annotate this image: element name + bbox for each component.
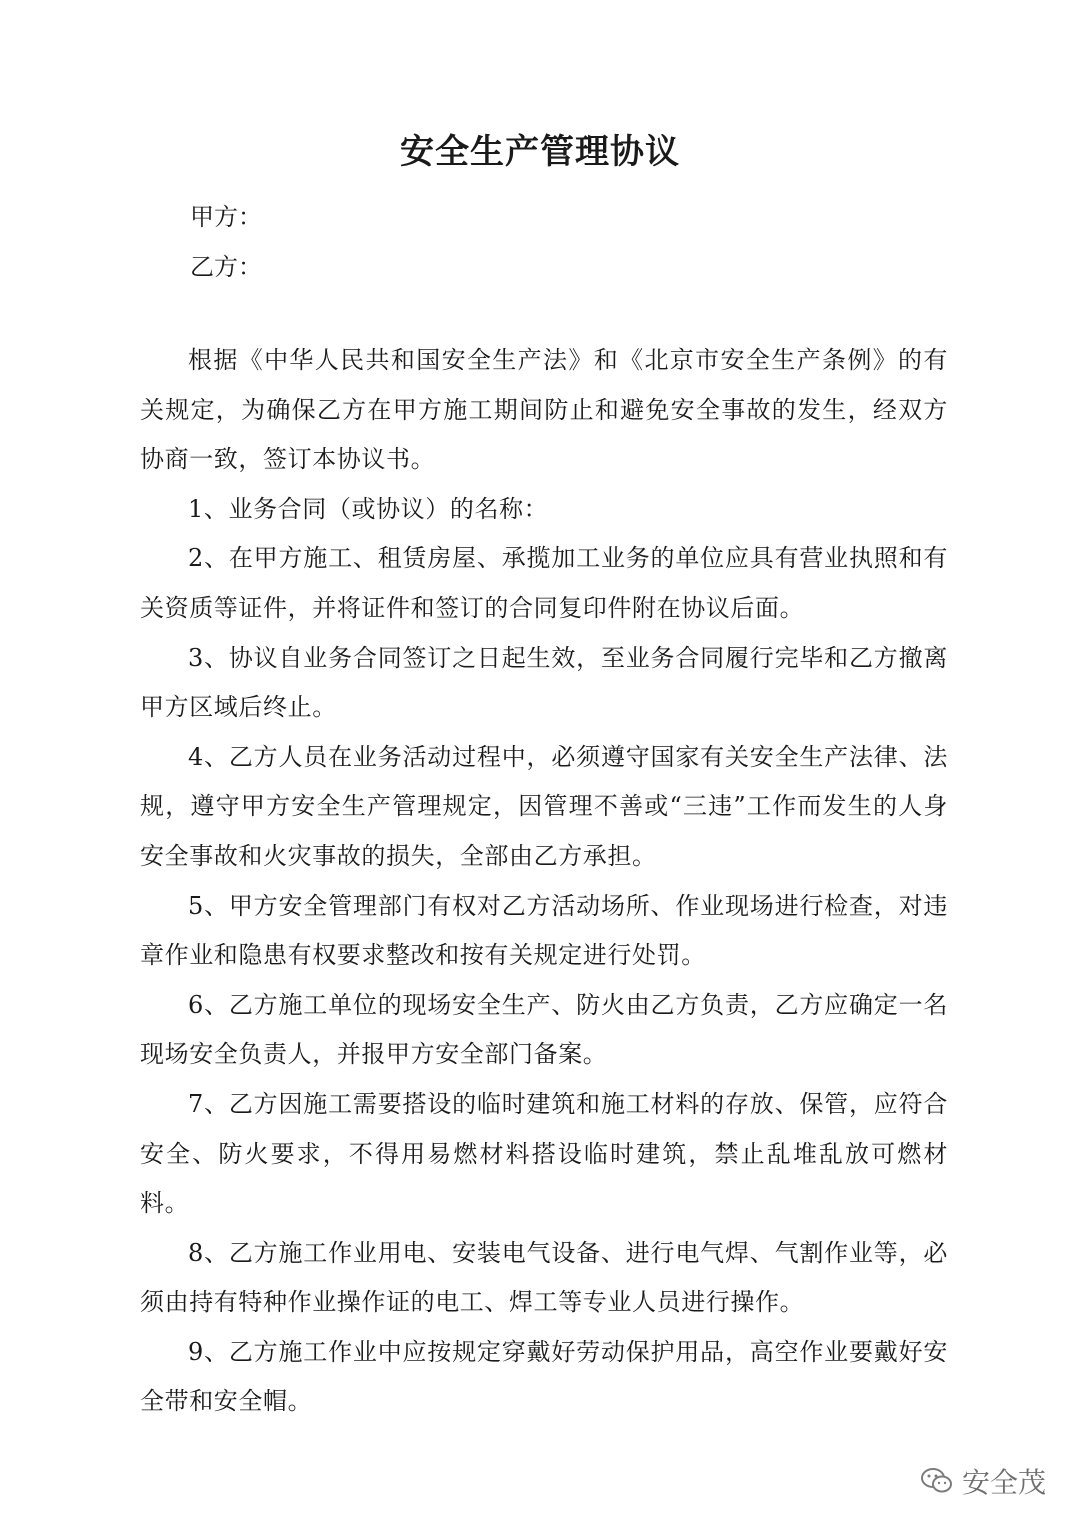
party-a-label: 甲方： [190, 203, 262, 231]
party-b-label: 乙方： [190, 253, 262, 281]
clause-1: 1、业务合同（或协议）的名称： [188, 494, 549, 523]
clause-6: 6、乙方施工单位的现场安全生产、防火由乙方负责，乙方应确定一名现场安全负责人，并报甲方安全部门备案。 [140, 990, 948, 1069]
watermark-text: 安全茂 [961, 1466, 1046, 1499]
wechat-icon [920, 1467, 954, 1495]
document-title: 安全生产管理协议 [400, 132, 680, 172]
clause-5: 5、甲方安全管理部门有权对乙方活动场所、作业现场进行检查，对违章作业和隐患有权要求整改和按有关规定进行处罚。 [140, 891, 948, 970]
clause-4: 4、乙方人员在业务活动过程中，必须遵守国家有关安全生产法律、法规，遵守甲方安全生产管理规定，因管理不善或“三违”工作而发生的人身安全事故和火灾事故的损失，全部由乙方承担。 [140, 742, 948, 870]
clause-2: 2、在甲方施工、租赁房屋、承揽加工业务的单位应具有营业执照和有关资质等证件，并将证件和签订的合同复印件附在协议后面。 [140, 544, 948, 622]
watermark [920, 1461, 1046, 1501]
intro-paragraph: 根据《中华人民共和国安全生产法》和《北京市安全生产条例》的有关规定，为确保乙方在甲方施工期间防止和避免安全事故的发生，经双方协商一致，签订本协议书。 [140, 346, 948, 474]
clause-7: 7、乙方因施工需要搭设的临时建筑和施工材料的存放、保管，应符合安全、防火要求，不得用易燃材料搭设临时建筑，禁止乱堆乱放可燃材料。 [140, 1089, 948, 1218]
clause-3: 3、协议自业务合同签订之日起生效，至业务合同履行完毕和乙方撤离甲方区域后终止。 [140, 643, 948, 722]
document-body [140, 336, 948, 1427]
clause-9: 9、乙方施工作业中应按规定穿戴好劳动保护用品，高空作业要戴好安全带和安全帽。 [140, 1337, 948, 1416]
clause-8: 8、乙方施工作业用电、安装电气设备、进行电气焊、气割作业等，必须由持有特种作业操作证的电工、焊工等专业人员进行操作。 [140, 1238, 948, 1317]
